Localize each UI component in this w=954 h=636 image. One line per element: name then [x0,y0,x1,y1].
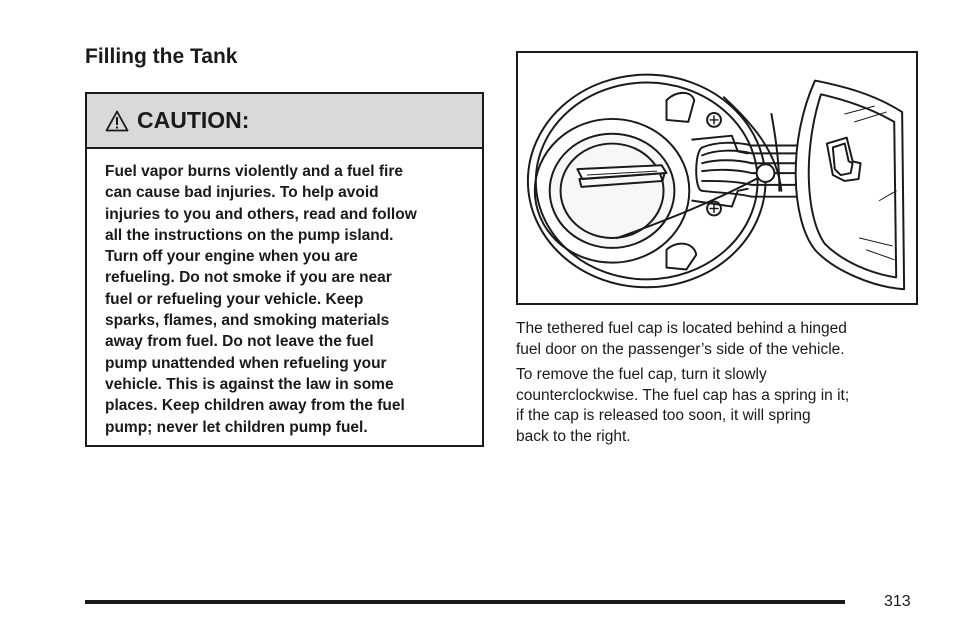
caution-line: refueling. Do not smoke if you are near [105,269,392,287]
caution-line: fuel or refueling your vehicle. Keep [105,290,364,308]
paragraph-removal [516,365,916,447]
caution-line: places. Keep children away from the fuel [105,397,405,415]
paragraph-line: To remove the fuel cap, turn it slowly [516,366,767,383]
caution-line: pump unattended when refueling your [105,354,387,372]
paragraph-line: The tethered fuel cap is located behind a hinged [516,320,847,337]
caution-text [105,161,475,438]
section-title: Filling the Tank [85,45,238,68]
warning-triangle-icon [105,110,129,132]
caution-header [87,94,482,149]
caution-line: Turn off your engine when you are [105,248,358,266]
caution-title: CAUTION: [137,107,250,133]
fuel-cap-figure [516,51,918,305]
caution-box [85,92,484,447]
paragraph-line: if the cap is released too soon, it will spring [516,407,811,424]
caution-line: sparks, flames, and smoking materials [105,312,390,330]
caution-line: vehicle. This is against the law in some [105,375,394,393]
caution-line: all the instructions on the pump island. [105,226,394,244]
fuel-cap-illustration [518,53,916,303]
caution-line: Fuel vapor burns violently and a fuel fire [105,163,404,180]
paragraph-line: counterclockwise. The fuel cap has a spring in it; [516,386,850,404]
caution-line: injuries to you and others, read and follow [105,205,417,223]
page-number: 313 [884,593,911,610]
paragraph-line: back to the right. [516,427,631,445]
paragraph-location [516,319,916,360]
caution-line: pump; never let children pump fuel. [105,418,368,436]
caution-line: away from fuel. Do not leave the fuel [105,333,374,351]
footer-rule [85,600,845,604]
caution-line: can cause bad injuries. To help avoid [105,184,379,202]
paragraph-line: fuel door on the passenger’s side of the vehicle. [516,340,845,358]
